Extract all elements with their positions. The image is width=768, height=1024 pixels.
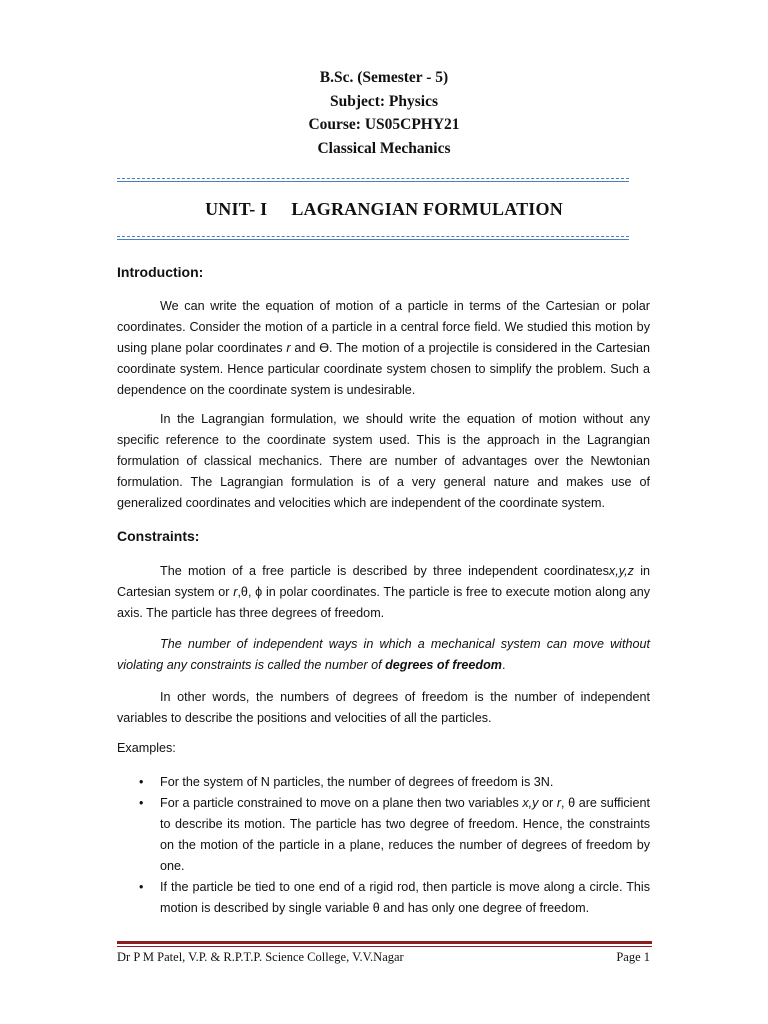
header-degree: B.Sc. (Semester - 5): [319, 69, 449, 86]
unit-divider: [117, 236, 629, 240]
footer-divider: [117, 941, 652, 947]
header-course-title: Classical Mechanics: [317, 139, 451, 157]
unit-label: UNIT- I: [205, 199, 268, 219]
footer-author: Dr P M Patel, V.P. & R.P.T.P. Science College, V.V.Nagar: [117, 950, 404, 964]
constraints-heading: Constraints:: [117, 528, 200, 544]
header-subject: Subject: Physics: [329, 92, 439, 110]
page-number: Page 1: [616, 950, 650, 964]
header-course: Course: US05CPHY21: [308, 116, 460, 133]
examples-list: [117, 772, 650, 919]
constraints-paragraph-1: The motion of a free particle is described by three independent coordinatesx,y,z in Cartesian system or r,θ, ϕ in polar coordinates. The particle is free to execute motion along any axis. The particle has three degrees of freedom.: [117, 564, 651, 620]
bullet-icon: •: [139, 796, 144, 810]
degrees-of-freedom-definition: The number of independent ways in which a mechanical system can move without violating any constraints is called the number of degrees of freedom.: [117, 637, 650, 672]
list-item: • For a particle constrained to move on a plane then two variables x,y or r, θ are sufficient to describe its motion. The particle has two degree of freedom. Hence, the constraints on the motion of the particle in a plane, reduces the number of degrees of freedom by one.: [117, 793, 650, 877]
bullet-icon: •: [139, 775, 144, 789]
document-header: [0, 66, 768, 160]
bullet-icon: •: [139, 880, 144, 894]
list-item: • For the system of N particles, the number of degrees of freedom is 3N.: [117, 772, 650, 793]
examples-label: Examples:: [117, 741, 176, 755]
unit-title: [0, 199, 768, 220]
constraints-paragraph-3: In other words, the numbers of degrees of freedom is the number of independent variables to describe the positions and velocities of all the particles.: [117, 690, 650, 725]
introduction-heading: Introduction:: [117, 264, 204, 280]
unit-name: LAGRANGIAN FORMULATION: [291, 199, 563, 219]
intro-paragraph-2: In the Lagrangian formulation, we should write the equation of motion without any specific reference to the coordinate system used. This is the approach in the Lagrangian formulation of classical mechanics. There are number of advantages over the Newtonian formulation. The Lagrangian formulation is of a very general nature and makes use of generalized coordinates and velocities which are independent of the coordinate system.: [117, 412, 650, 510]
list-item: • If the particle be tied to one end of a rigid rod, then particle is move along a circle. This motion is described by single variable θ and has only one degree of freedom.: [117, 877, 650, 919]
top-divider: [117, 178, 629, 182]
page-footer: [117, 950, 650, 965]
intro-paragraph-1: We can write the equation of motion of a particle in terms of the Cartesian or polar coordinates. Consider the motion of a particle in a central force field. We studied this motion by using plane polar coordinates r and ϴ. The motion of a projectile is considered in the Cartesian coordinate system. Hence particular coordinate system chosen to simplify the problem. Such a dependence on the coordinate system is undesirable.: [117, 299, 651, 397]
